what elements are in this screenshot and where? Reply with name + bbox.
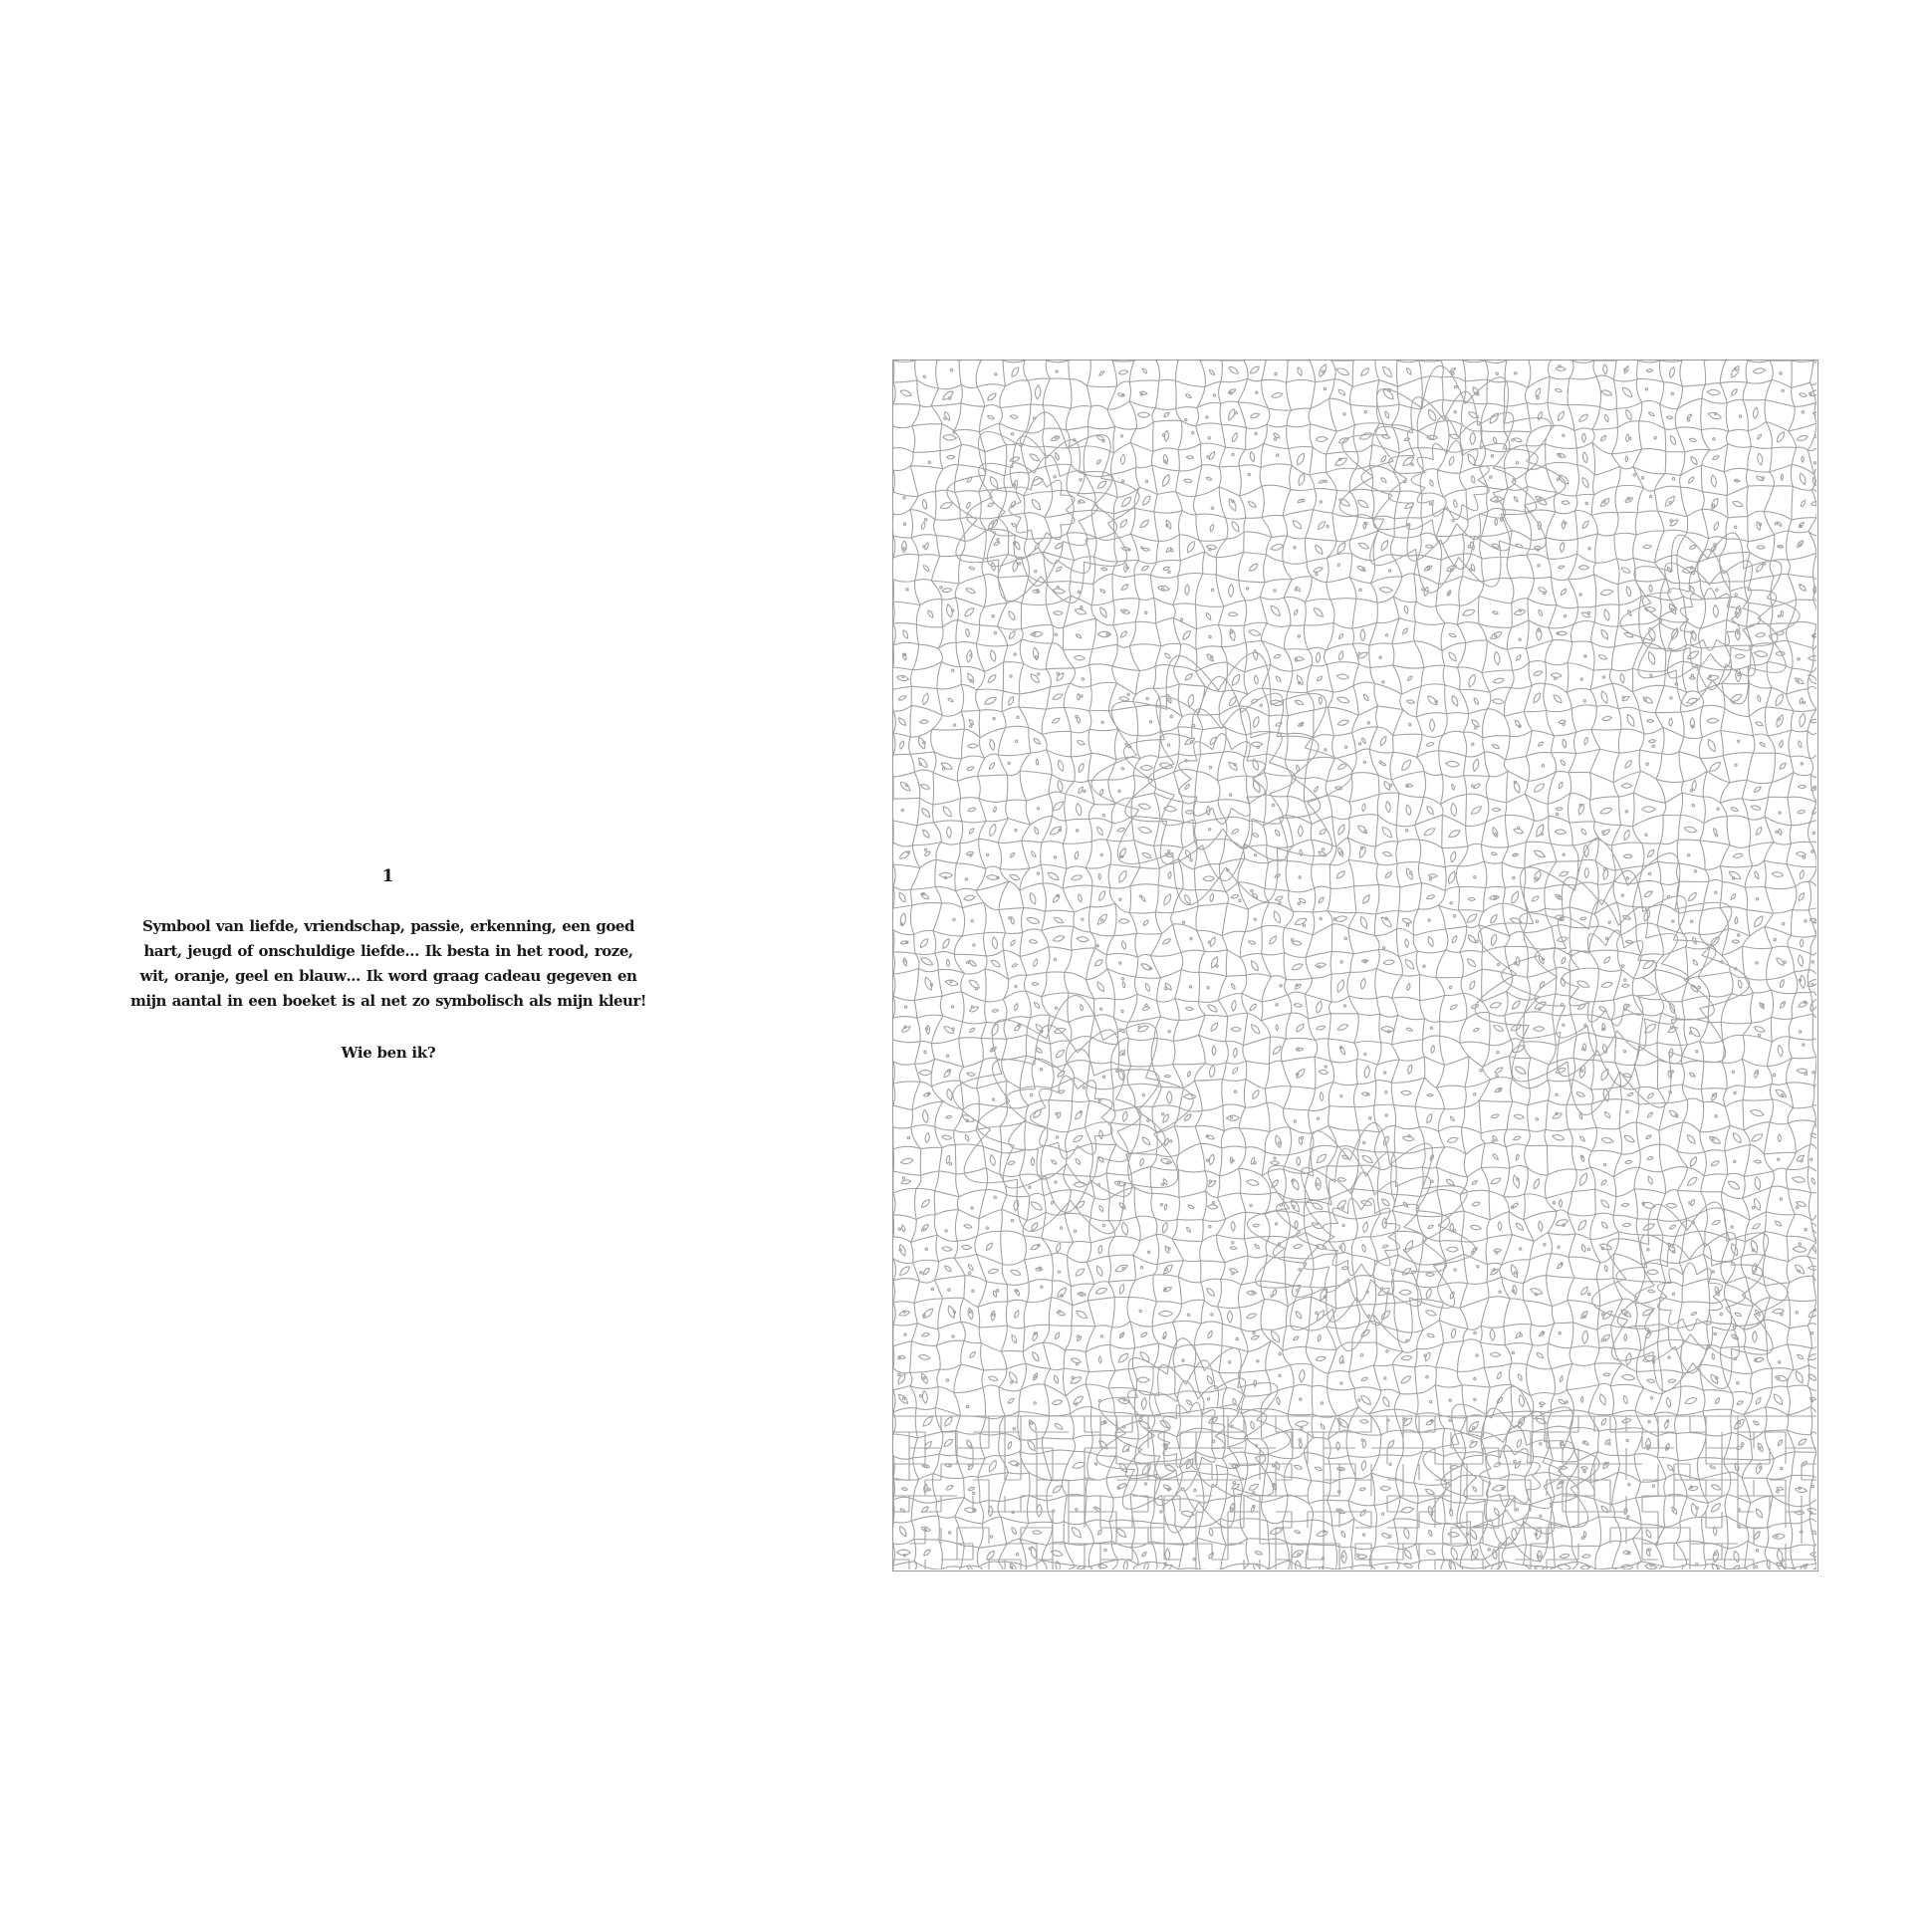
puzzle-number: 1 bbox=[381, 866, 395, 886]
riddle-line: wit, oranje, geel en blauw… Ik word graag cadeau gegeven en bbox=[139, 967, 637, 985]
mosaic-lines bbox=[893, 361, 1816, 1570]
riddle-page bbox=[110, 866, 667, 1062]
mosaic-pattern bbox=[893, 361, 1816, 1570]
riddle-line: hart, jeugd of onschuldige liefde… Ik besta in het rood, roze, bbox=[143, 942, 633, 960]
riddle-line: mijn aantal in een boeket is al net zo symbolisch als mijn kleur! bbox=[130, 992, 646, 1010]
riddle-text bbox=[110, 914, 667, 1014]
riddle-question: Wie ben ik? bbox=[341, 1044, 436, 1062]
riddle-line: Symbool van liefde, vriendschap, passie, erkenning, een goed bbox=[142, 917, 634, 935]
color-by-number-mosaic bbox=[892, 360, 1818, 1571]
